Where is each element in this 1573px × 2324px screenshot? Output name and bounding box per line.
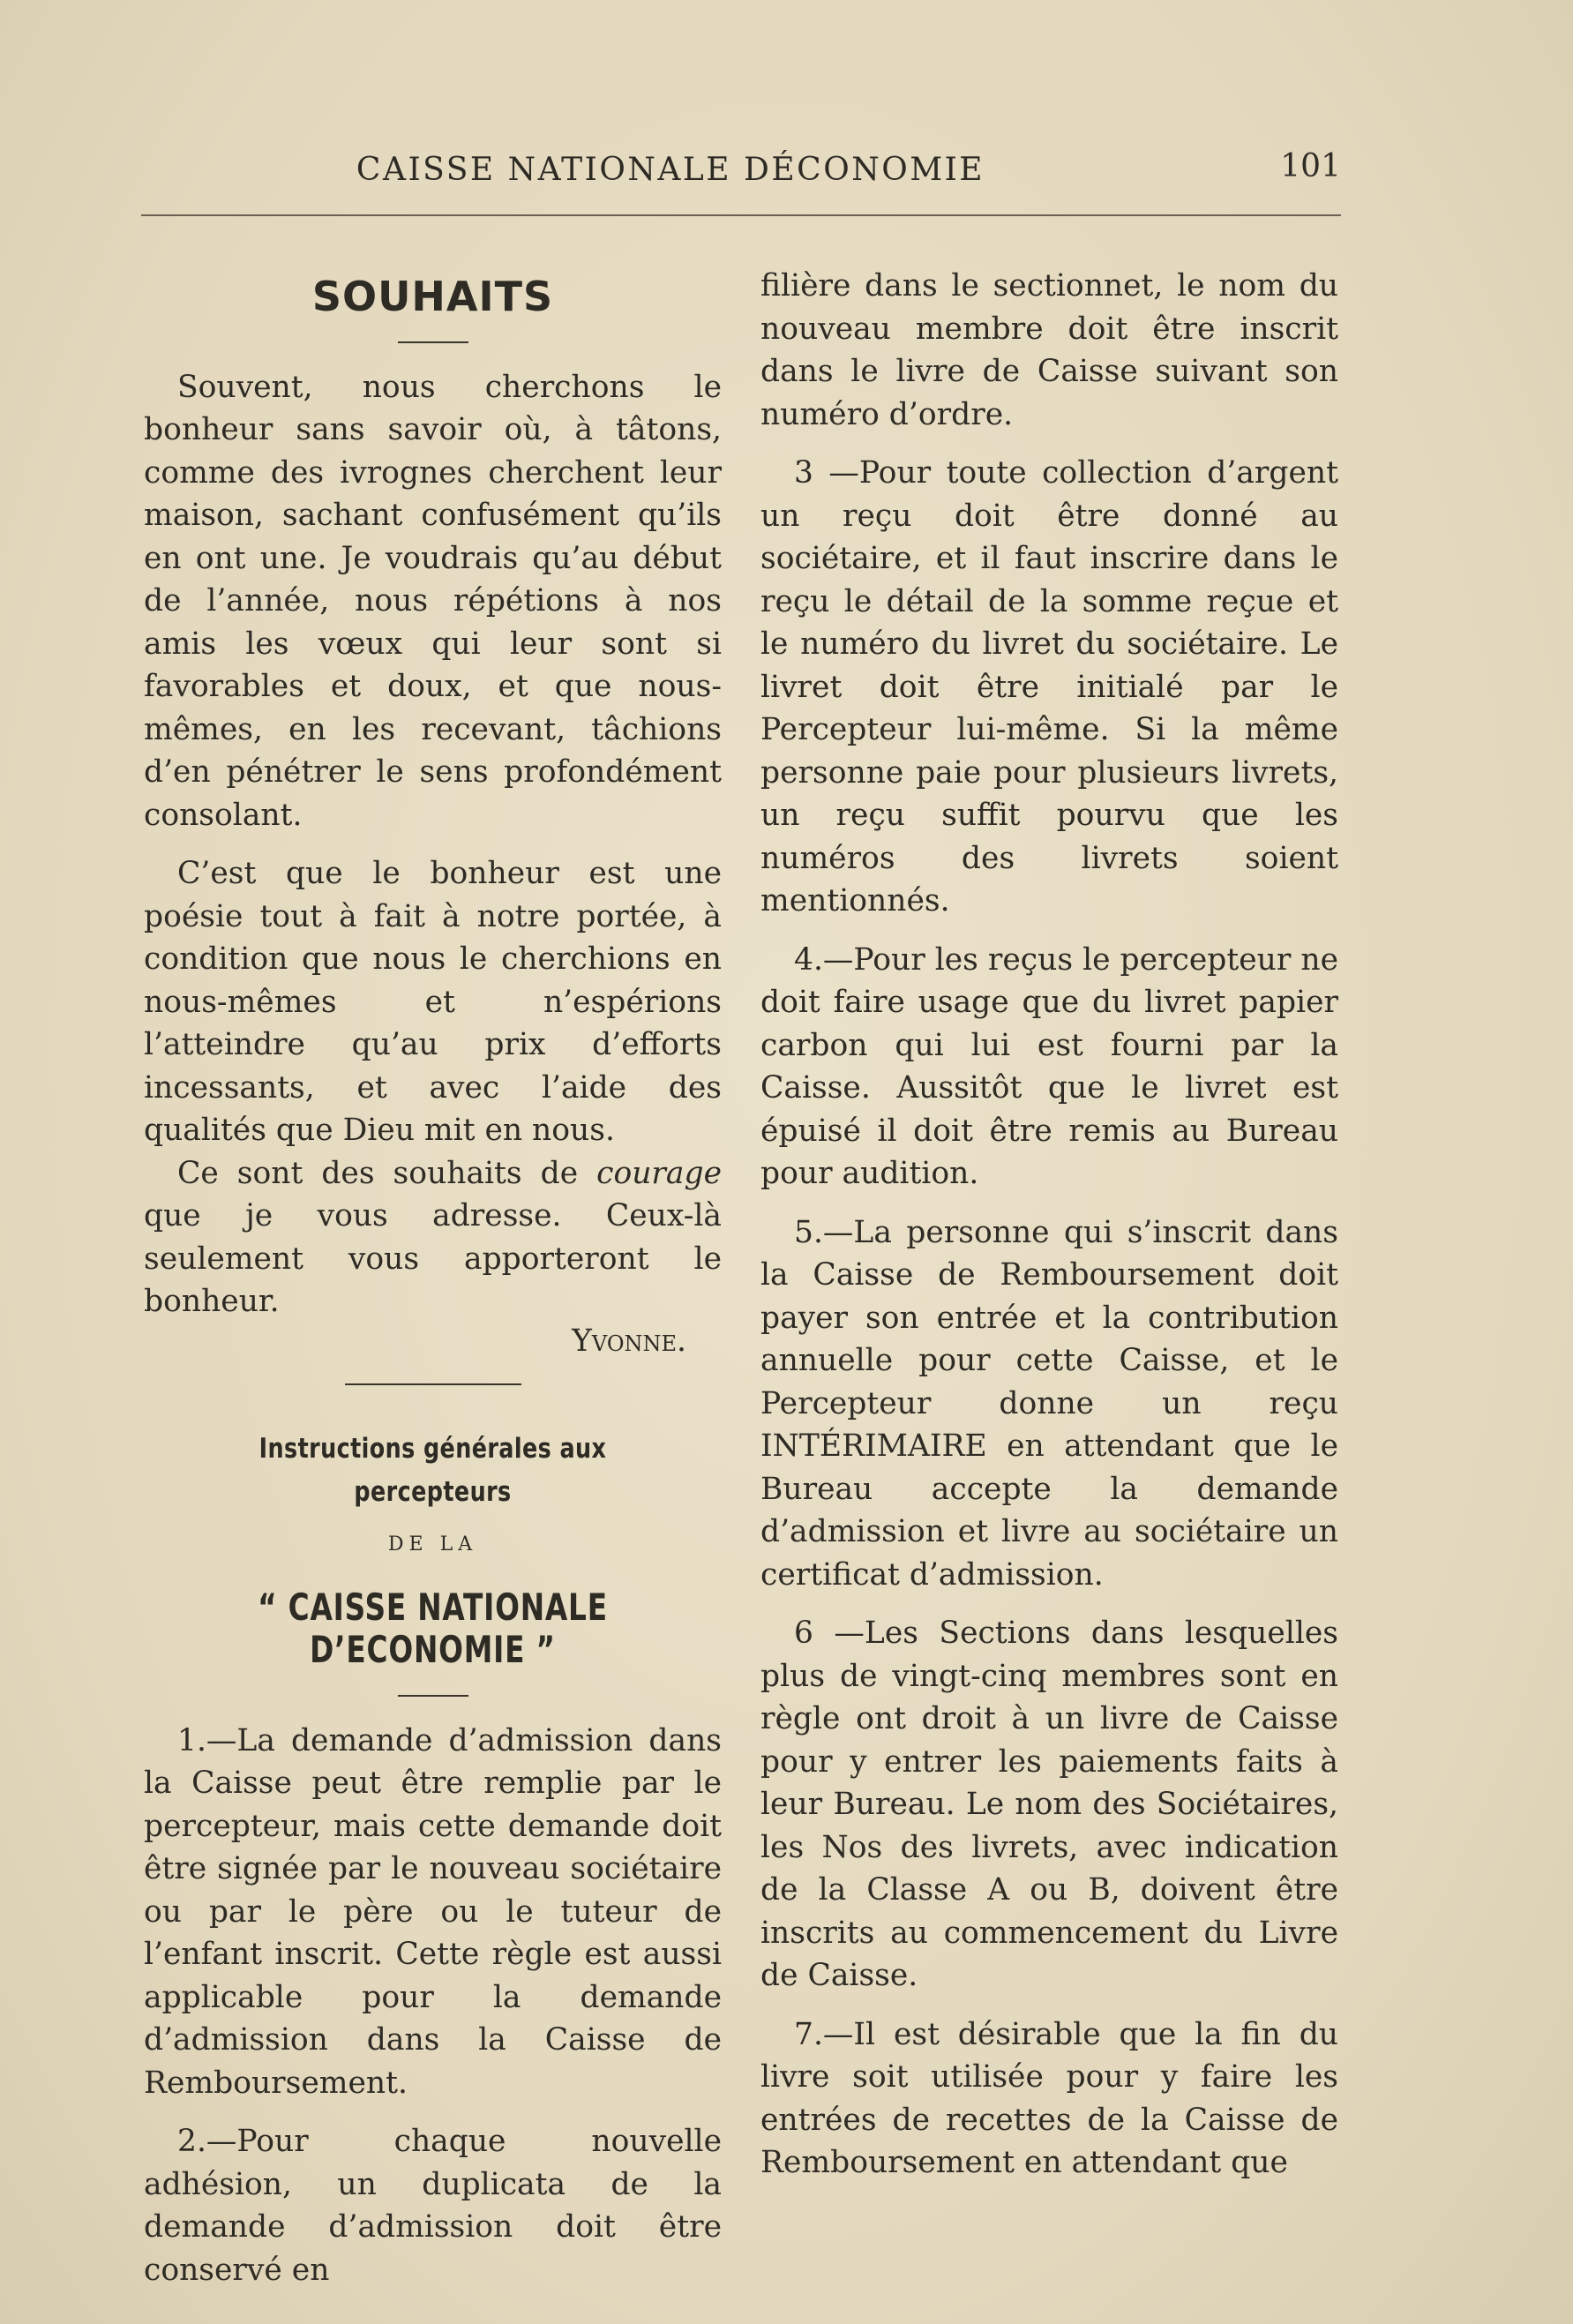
instruction-item-7: 7.—Il est désirable que la fin du livre soit utilisée pour y faire les entrées de recettes de la Caisse de Remboursement en attendant que [760,2016,1338,2180]
signature: Yvonne. [572,1323,686,1359]
running-title: CAISSE NATIONALE DÉCONOMIE [356,152,985,188]
instruction-item-5: 5.—La personne qui s’inscrit dans la Caisse de Remboursement doit payer son entrée et la contribution annuelle pour cette Caisse, et le Percepteur donne un reçu INTÉRIMAIRE en attendant que le Bureau accepte la demande d’admission et livre au sociétaire un certificat d’admission. [760,1214,1338,1593]
instruction-item-4: 4.—Pour les reçus le percepteur ne doit faire usage que du livret papier carbon qui lui est fourni par la Caisse. Aussitôt que le livret est épuisé il doit être remis au Bureau pour audition. [760,941,1338,1191]
organization-rule [398,1695,468,1697]
instructions-subtitle: DE LA [387,1533,478,1556]
souhaits-paragraph-2: C’est que le bonheur est une poésie tout à fait à notre portée, à condition que nous le cherchions en nous-mêmes et n’espérions l’atteindre qu’au prix d’efforts incessants, et avec l’aide des qualités que Dieu mit en nous. [144,856,722,1148]
souhaits-p3-end: que je vous adresse. Ceux-là seulement vous apporteront le bonheur. [144,1198,722,1319]
instructions-title: Instructions générales aux percepteurs [258,1433,607,1508]
header-rule [141,214,1341,216]
organization-title: “ CAISSE NATIONALE D’ECONOMIE ” [258,1585,608,1671]
souhaits-paragraph-1: Souvent, nous cherchons le bonheur sans savoir où, à tâtons, comme des ivrognes cherchent leur maison, sachant confusément qu’ils en ont une. Je voudrais qu’au début de l’année, nous répétions à nos amis les vœux qui leur sont si favorables et doux, et que nous-mêmes, en les recevant, tâchions d’en pénétrer le sens profondément consolant. [144,369,722,833]
section-separator [345,1383,521,1385]
souhaits-p3-start: Ce sont des souhaits de [177,1155,597,1191]
souhaits-p3-italic: courage [596,1155,722,1191]
left-column [144,265,722,2291]
instruction-item-6: 6 —Les Sections dans lesquelles plus de vingt-cinq membres sont en règle ont droit à un livre de Caisse pour y entrer les paiements faits à leur Bureau. Le nom des Sociétaires, les Nos des livrets, avec indication de la Classe A ou B, doivent être inscrits au commencement du Livre de Caisse. [760,1616,1338,1993]
title-rule [398,341,468,343]
instruction-item-2-end: filière dans le sectionnet, le nom du nouveau membre doit être inscrit dans le livre de Caisse suivant son numéro d’ordre. [760,268,1338,432]
instruction-item-1: 1.—La demande d’admission dans la Caisse peut être remplie par le percepteur, mais cette demande doit être signée par le nouveau sociétaire ou par le père ou le tuteur de l’enfant inscrit. Cette règle est aussi applicable pour la demande d’admission dans la Caisse de Remboursement. [144,1722,722,2101]
instruction-item-3: 3 —Pour toute collection d’argent un reçu doit être donné au sociétaire, et il faut inscrire dans le reçu le détail de la somme reçue et le numéro du livret du sociétaire. Le livret doit être initialé par le Percepteur lui-même. Si la même personne paie pour plusieurs livrets, un reçu suffit pourvu que les numéros des livrets soient mentionnés. [760,455,1338,918]
souhaits-paragraph-3 [144,1152,722,1323]
page-number: 101 [1280,148,1341,184]
right-column [760,265,1338,2200]
instruction-item-2-start: 2.—Pour chaque nouvelle adhésion, un duplicata de la demande d’admission doit être conservé en [144,2124,722,2288]
article-title-souhaits: SOUHAITS [311,273,554,320]
